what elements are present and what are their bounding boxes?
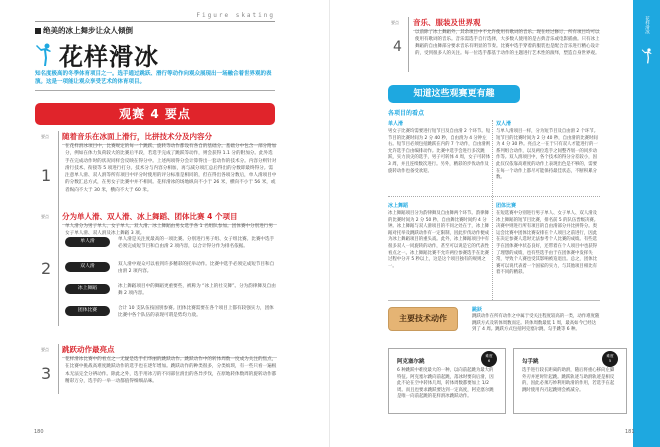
point-tag: 要点 <box>41 347 49 352</box>
point-1 <box>35 131 277 211</box>
event-title: 双人滑 <box>496 121 512 127</box>
difficulty-label: 难度 <box>606 354 614 358</box>
divider <box>388 300 600 301</box>
section-banner-more-fun: 知道这些观赛更有趣 <box>388 85 520 103</box>
page-number-right: 181 <box>625 429 635 435</box>
point-label-column <box>35 131 59 211</box>
category-singles <box>65 236 277 251</box>
side-tab <box>633 0 660 447</box>
point-label-column <box>35 211 59 326</box>
category-ice-dance <box>65 283 277 298</box>
point-3 <box>35 344 277 394</box>
point-number: 3 <box>41 364 52 383</box>
event-ice-dance <box>388 202 491 270</box>
event-text: 冰上舞蹈项目分为韵律舞及自由舞两个环节。韵律舞的比赛时间为 2 分 50 秒，自由舞比赛时间约 4 分钟。冰上舞蹈与双人滑项目的不同之处在于，冰上舞蹈对托举及跳跃动作有一定限制，因此步伐动作便成为冰上舞蹈项目的重头戏。此外，冰上舞蹈项目中有很多双人一同旋转的动作，甚至可以说是它的代表性看点之一。冰上舞蹈比赛不允许两位参赛选手在比赛过程中分开 5 秒以上，这是这个项目独有的规则之一。 <box>388 211 489 269</box>
category-pill: 团体比赛 <box>65 306 110 316</box>
point-tag: 要点 <box>41 214 49 219</box>
point-2 <box>35 211 277 326</box>
card-text: 6 种跳跃中难度最大的一种，以向前起跳为最大的特征。阿克塞尔跳向前起跳，落冰时要向后滑，因此不论在空中转体几周，转体周数都要加上 1/2 周。而且也要求跳跃要达到一定高度，阿克塞尔跳是唯一向前起跳的花样滑冰跳跃动作。 <box>397 368 494 400</box>
event-text: 与单人滑项目一样，分为短节目及自由滑 2 个环节。短节目的比赛时间为 2 分 40 秒，自由滑的比赛时间为 4 分 30 秒。亮点之一在于只有双人才能进行的一系列组合动作，以及两位选手之间整齐划一的同步动作等。双人滑项目中，各个技术的得分分差较小，因此仅仅依靠高难度的动作上表现出色是不够的，需要在每一个动作上都尽可能保持最佳状态，不断积累分数。 <box>496 129 599 181</box>
point-heading: 音乐、服装及世界观 <box>413 17 600 31</box>
category-pill: 单人滑 <box>65 237 110 247</box>
event-text: 男女子比赛均需要进行短节目及自由滑 2 个环节。短节目的比赛时间为 2 分 40 秒，自由滑为 4 分钟左右。短节目必须包括跳跃在内的 7 个动作，自由滑则允许选手自由编排动作。比赛中选手会进行多次跳跃，实力顶尖的选手，男子可转体 4 周，女子可转体 3 周，并且连续数次进行。另外，精彩的步伐动作及旋转动作也备受欢迎。 <box>388 129 491 174</box>
category-pill: 冰上舞蹈 <box>65 284 110 294</box>
card-lutz <box>513 348 627 414</box>
difficulty-value: 6 <box>487 359 491 363</box>
eyebrow-text: Figure skating <box>35 12 275 22</box>
jump-title: 跳跃 <box>472 307 483 313</box>
divider <box>492 120 493 300</box>
event-team <box>496 202 599 277</box>
card-text: 选手进行较长距离的助滑，随后将重心移向左脚外刃并逆时针起跳。跳跃轨迹与助滑轨迹是相反的，因此必须巧妙利用助滑的作用，若选手在起跳时使用内刃起跳则会被减分。 <box>522 368 615 393</box>
point-number: 1 <box>41 166 52 185</box>
figure-skater-icon <box>641 48 653 64</box>
difficulty-badge <box>602 351 618 367</box>
main-techniques-label: 主要技术动作 <box>388 307 458 331</box>
section-title-highlights: 各项目的看点 <box>388 110 425 117</box>
page-title: 花样滑冰 <box>59 43 159 71</box>
category-text: 双人滑中观众可以看到许多精彩的托举动作。比赛中选手必须完成短节目和自由滑 2 项内容。 <box>118 262 275 275</box>
event-highlights-grid <box>388 120 600 300</box>
card-axel <box>388 348 506 414</box>
event-title: 单人滑 <box>388 121 404 127</box>
event-title: 团体比赛 <box>496 203 517 209</box>
point-body: 单人滑分为男子单人、女子单人。双人滑、冰上舞蹈由男女选手各 1 名组队参加。团体赛中分别进行男女子单人滑、双人滑及冰上舞蹈 3 项。 <box>65 224 273 237</box>
point-heading: 随着音乐在冰面上滑行，比拼技术分及内容分 <box>62 131 277 145</box>
category-pill: 双人滑 <box>65 262 110 272</box>
category-text: 合计 10 支队伍按国别参赛。团体比赛需要在各个项目上都有较强实力，团体比赛中各个队伍的表现可谓是势均力敌。 <box>118 306 274 319</box>
event-pairs <box>496 120 599 182</box>
intro-text: 知名度极高的冬季体育项目之一。选手通过跳跃、滑行等动作向观众展现出一场融合着世界观的表演。这是一项能让观众享受艺术的体育项目。 <box>35 70 275 91</box>
event-title: 冰上舞蹈 <box>388 203 409 209</box>
figure-skater-icon <box>35 43 53 67</box>
card-title: 阿克塞尔跳 <box>397 359 425 365</box>
point-tag: 要点 <box>41 134 49 139</box>
side-tab-label: 花样滑冰 <box>644 16 650 34</box>
difficulty-badge <box>481 351 497 367</box>
point-body: 在花样滑冰项目中，比赛规定的每一个跳跃、旋转等动作都设有各自的基础分。基础分中包含一部分附加分，例如在体力负荷较大的比赛后半段，若选手完成了跳跃等动作，则会获得 1.1 分的附加分。此外选手在完成动作时的状况同样会反映在得分中。上述两项得分会计算得出一套动作的技术分。内容分则针对滑行技术、衔接等 5 项进行打分。技术分与内容分相加，再与减分项汇总后得出的分数即最终得分。需注意单人滑、双人滑等所有项目中评分时使用的评分标准是相同的，但在得出各项分数后，单人滑项目中的分数汇总方式，在男女子比赛中并不相同。花样滑冰的场地纵向不小于 26 米，横向不小于 56 米，或者纵向不大于 30 米，横向不大于 60 米。 <box>65 144 277 193</box>
jump-text: 跳跃动作在所有动作之中属于受关注程度较高的一类，动作难度随跳跃方式及转体周数而定。转体周数最低 1 周，最高如今已经达到了 4 周。跳跃方式包括阿克塞尔跳、勾手跳等 6 种。 <box>472 314 600 333</box>
difficulty-label: 难度 <box>485 354 493 358</box>
point-number: 2 <box>41 259 52 278</box>
point-heading: 跳跃动作最亮点 <box>62 344 277 358</box>
category-text: 冰上舞蹈项目中的舞蹈更重要些，被称为 “冰上的社交舞”。分为韵律舞及自由舞 2 项内容。 <box>118 284 276 297</box>
point-tag: 要点 <box>391 20 399 25</box>
card-title: 勾手跳 <box>522 359 539 365</box>
category-pairs <box>65 261 277 276</box>
point-body: 以前除了冰上舞蹈外，其余项目中不允许使用有歌词的音乐。现在经过修订，所有项目均可以使用有歌词的音乐。音乐需选手自行选择，大多数人使用的是古典音乐或电影插曲。只有冰上舞蹈的自由舞部分要求音乐有明显的节奏。比赛中选手穿着的服装也是配合音乐进行精心设计的，受到很多人的关注。每一位选手都基于动作的主题进行艺术性的演绎，塑造自身世界观。 <box>415 30 600 56</box>
category-text: 单人滑是关注度最高的一项比赛。分别进行男子组、女子组比赛。比赛中选手必须完成短节目和自由滑 2 项内容，以合计得分作为排名依据。 <box>118 237 275 250</box>
point-4 <box>385 17 600 72</box>
title-row <box>35 37 159 72</box>
difficulty-value: 5 <box>608 359 612 363</box>
page-number-left: 180 <box>34 429 44 435</box>
point-label-column <box>35 344 59 394</box>
point-heading: 分为单人滑、双人滑、冰上舞蹈、团体比赛 4 个项目 <box>62 211 277 225</box>
point-label-column <box>385 17 409 72</box>
category-team <box>65 305 277 320</box>
subtitle: 绝美的冰上舞步让众人倾倒 <box>35 25 133 36</box>
point-body: 花样滑冰比赛中的看点之一无疑是选手们华丽的跳跃动作。跳跃动作中的转体周数一度成为关注的焦点，在比赛中挑战高难度跳跃动作的选手也在逐年增加。跳跃动作的种类很多，分类烦琐，有一些只看一遍根本无法完全分辨动作。除此之外，选手用冰刀的不同部位滑出的各异步伐，在原地转体数周的旋转动作都精彩万分，选手的一举一动都值得细细品味。 <box>65 357 277 384</box>
event-text: 在短选赛中分别进行男子单人、女子单人、双人滑及冰上舞蹈的短节目比赛，排名前 5 的队伍晋级决赛。决赛中则进行所有项目的自由滑部分并比拼得分。奥运会比赛中团体比赛安排在个人项目之前进行，因此在决定参赛人选时无法参考个人比赛的成绩。有些选手在团体赛中状态良好，还带着在个人项目中也获得了理想的成绩，也有些选手由于在团体赛中发挥失常，导致个人赛也受其影响被迫退出。总之，团体比赛可以说代表着一个国家的实力，与其他项目相比有着不同的精彩。 <box>496 211 599 276</box>
section-banner-4-points: 观赛 4 要点 <box>35 103 275 125</box>
divider <box>388 196 600 197</box>
event-singles <box>388 120 491 175</box>
point-number: 4 <box>393 39 402 55</box>
